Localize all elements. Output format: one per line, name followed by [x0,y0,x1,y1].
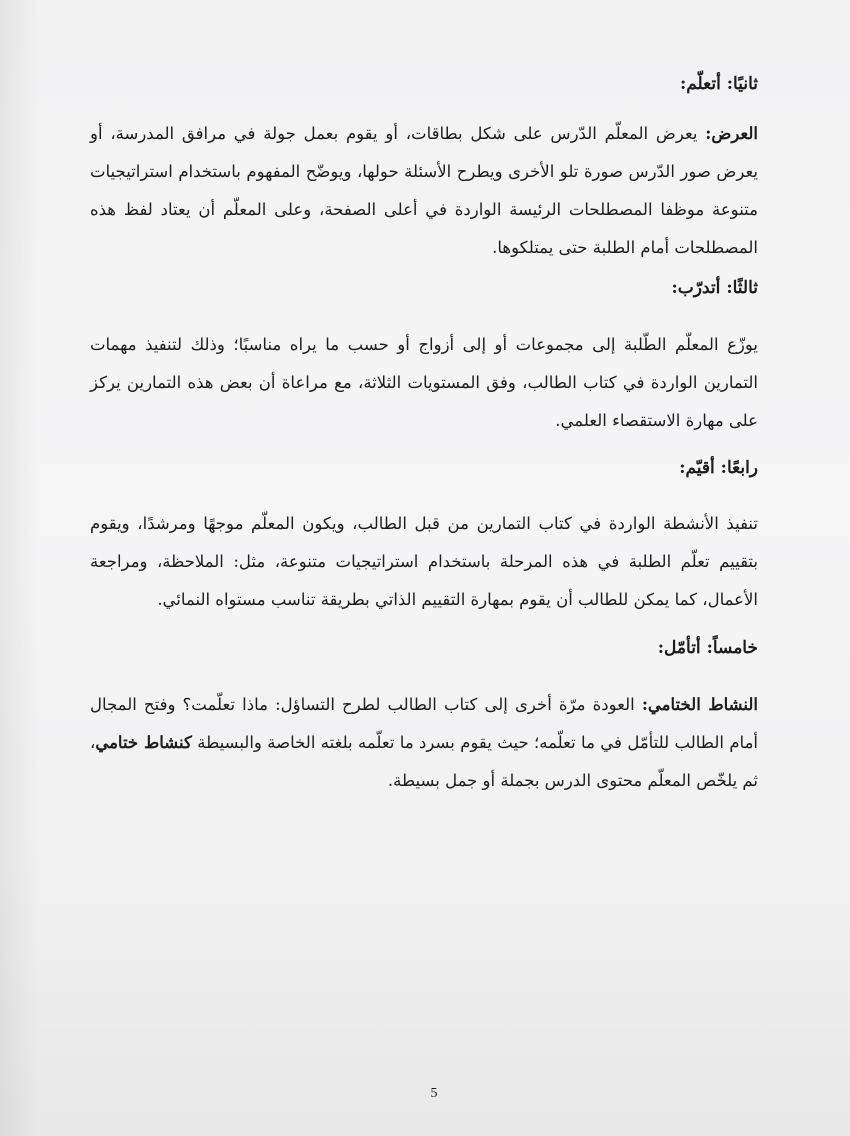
section-paragraph-learn [90,115,758,267]
section-heading-learn: ثانيًا: أتعلّم: [679,74,758,94]
paragraph-lead-presentation: العرض: [705,124,758,143]
paragraph-text: يوزّع المعلّم الطّلبة إلى مجموعات أو إلى أزواج أو حسب ما يراه مناسبًا؛ وذلك لتنفيذ مهمات التمارين الواردة في كتاب الطالب، وفق المستويات الثلاثة، مع مراعاة أن بعض هذه التمارين يركز على مهارة الاستقصاء العلمي. [90,335,758,430]
paragraph-text: تنفيذ الأنشطة الواردة في كتاب التمارين من قبل الطالب، ويكون المعلّم موجهًا ومرشدًا، ويقوم بتقييم تعلّم الطلبة في هذه المرحلة باستخدام استراتيجيات متنوعة، مثل: الملاحظة، ومراجعة الأعمال، كما يمكن للطالب أن يقوم بمهارة التقييم الذاتي بطريقة تناسب مستواه النمائي. [90,514,758,609]
section-paragraph-assess [90,505,758,619]
paragraph-text: العودة مرّة أخرى إلى كتاب الطالب لطرح التساؤل: ماذا تعلّمت؟ وفتح المجال أمام الطالب للتأمّل في ما تعلّمه؛ حيث يقوم بسرد ما تعلّمه بلغته الخاصة والبسيطة [90,695,758,752]
paragraph-text: يعرض المعلّم الدّرس على شكل بطاقات، أو يقوم بعمل جولة في مرافق المدرسة، أو يعرض صور الدّرس صورة تلو الأخرى ويطرح الأسئلة حولها، ويوضّح المفهوم باستخدام استراتيجيات متنوعة موظفا المصطلحات الرئيسة الواردة في أعلى الصفحة، وعلى المعلّم أن يعتاد لفظ هذه المصطلحات أمام الطلبة حتى يمتلكوها. [90,124,758,257]
section-paragraph-reflect [90,686,758,800]
page-number: 5 [430,1086,438,1101]
section-paragraph-practice [90,326,758,440]
page-edge-shadow [0,0,40,1136]
section-heading-assess: رابعًا: أقيّم: [679,458,758,478]
paragraph-keyword: كنشاط ختامي [95,733,192,752]
section-heading-practice: ثالثًا: أتدرّب: [671,278,758,298]
section-heading-reflect: خامساً: أتأمّل: [657,638,758,658]
paragraph-text: ، ثم يلخّص المعلّم محتوى الدرس بجملة أو جمل بسيطة. [90,733,758,790]
paragraph-lead-closing-activity: النشاط الختامي: [641,695,758,714]
